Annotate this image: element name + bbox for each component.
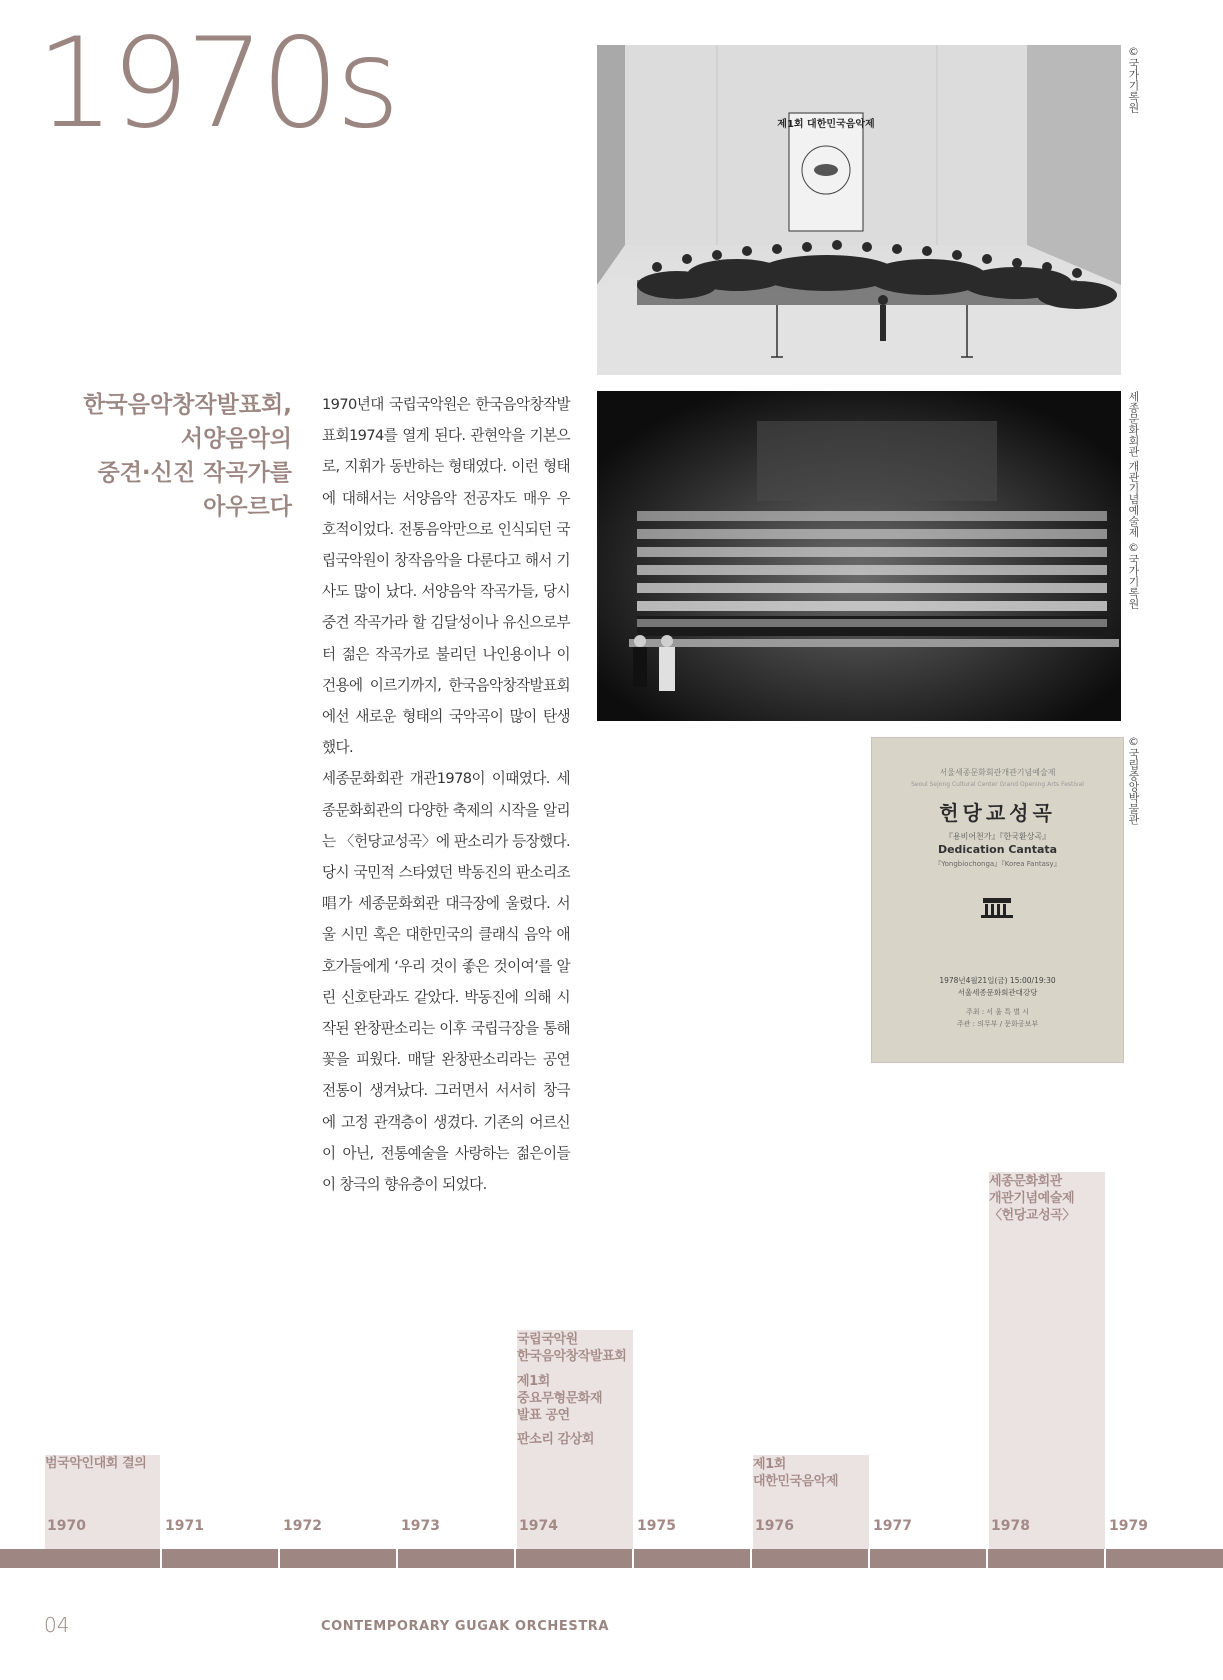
timeline-bar-segment	[870, 1549, 986, 1568]
timeline-bar-segment	[0, 1549, 160, 1568]
publication-title: CONTEMPORARY GUGAK ORCHESTRA	[321, 1619, 610, 1634]
program-date: 1978년4월21일(금) 15:00/19:30	[939, 976, 1056, 985]
headline-line: 아우르다	[203, 494, 292, 520]
program-title: 헌당교성곡	[939, 801, 1056, 825]
festival-banner-text: 제1회 대한민국음악제	[777, 119, 875, 130]
decade-title: 1970s	[36, 12, 397, 156]
headline-line: 중견·신진 작곡가를	[97, 460, 292, 486]
headline-line: 한국음악창작발표회,	[83, 392, 292, 418]
timeline-event-1970: 범국악인대회 결의	[45, 1456, 147, 1471]
program-host: 주최 : 서 울 특 별 시	[965, 1008, 1030, 1016]
building-icon	[977, 895, 1017, 919]
choir-photo-credit: 세종문화회관 개관기념예술제 ©국가기록원	[1127, 391, 1140, 609]
timeline-year: 1972	[283, 1518, 322, 1534]
timeline-year: 1975	[637, 1518, 676, 1534]
timeline-bar-segment	[752, 1549, 868, 1568]
timeline-bar-segment	[162, 1549, 278, 1568]
program-top-line-en: Seoul Sejong Cultural Center Grand Opening Arts Festival	[911, 781, 1084, 788]
program-subtitle: 『용비어천가』『한국환상곡』	[944, 832, 1051, 841]
program-sponsor: 주관 : 의무부 / 문화공보부	[956, 1020, 1039, 1028]
timeline-bar-segment	[398, 1549, 514, 1568]
timeline-year: 1976	[755, 1518, 794, 1534]
orchestra-photo	[597, 45, 1121, 375]
timeline-year: 1970	[47, 1518, 86, 1534]
timeline-bar-segment	[634, 1549, 750, 1568]
program-top-line: 서울세종문화회관개관기념예술제	[939, 768, 1056, 777]
program-venue: 서울세종문화회관대강당	[957, 988, 1038, 997]
timeline-event-1974: 판소리 감상회	[517, 1432, 595, 1447]
timeline-bar-segment	[280, 1549, 396, 1568]
article-body	[322, 389, 570, 1200]
timeline-bar-segment	[516, 1549, 632, 1568]
section-headline	[60, 388, 292, 524]
concert-program-photo	[871, 737, 1124, 1063]
timeline-year: 1978	[991, 1518, 1030, 1534]
program-title-en: Dedication Cantata	[937, 843, 1058, 856]
timeline-bar-segment	[1106, 1549, 1223, 1568]
timeline-event-1978: 세종문화회관 개관기념예술제 〈헌당교성곡〉	[989, 1174, 1075, 1223]
timeline-event-1974: 제1회 중요무형문화재 발표 공연	[517, 1374, 603, 1423]
timeline-year: 1977	[873, 1518, 912, 1534]
timeline-year: 1974	[519, 1518, 558, 1534]
timeline-event-1974: 국립국악원 한국음악창작발표회	[517, 1332, 627, 1364]
headline-line: 서양음악의	[180, 426, 292, 452]
article-paragraph: 세종문화회관 개관1978이 이때였다. 세종문화회관의 다양한 축제의 시작을 알리는 〈헌당교성곡〉에 판소리가 등장했다. 당시 국민적 스타였던 박동진의 판소리조唱가 세종문화회관 대극장에 울렸다. 서울 시민 혹은 대한민국의 클래식 음악 애호가들에게 ‘우리 것이 좋은 것이여’를 알린 신호탄과도 같았다. 박동진에 의해 시작된 완창판소리는 이후 국립극장을 통해 꽃을 피웠다. 매달 완창판소리라는 공연 전통이 생겨났다. 그러면서 서서히 창극에 고정 관객층이 생겼다. 기존의 어르신이 아닌, 전통예술을 사랑하는 젊은이들이 창극의 향유층이 되었다.	[322, 770, 570, 1194]
timeline-year: 1973	[401, 1518, 440, 1534]
program-photo-credit: ©국립중앙박물관	[1127, 735, 1140, 825]
choir-photo	[597, 391, 1121, 721]
timeline-year: 1971	[165, 1518, 204, 1534]
program-subtitle-en: 『Yongbiochonga』『Korea Fantasy』	[934, 860, 1061, 868]
timeline-event-1976: 제1회 대한민국음악제	[753, 1457, 839, 1489]
timeline-block-1978	[989, 1172, 1105, 1549]
timeline-bar-segment	[988, 1549, 1104, 1568]
timeline-year: 1979	[1109, 1518, 1148, 1534]
orchestra-photo-credit: ©국가기록원	[1127, 45, 1140, 113]
article-paragraph: 1970년대 국립국악원은 한국음악창작발표회1974를 열게 된다. 관현악을 기본으로, 지휘가 동반하는 형태였다. 이런 형태에 대해서는 서양음악 전공자도 매우 우호적이었다. 전통음악만으로 인식되던 국립국악원이 창작음악을 다룬다고 해서 기사도 많이 났다. 서양음악 작곡가들, 당시 중견 작곡가라 할 김달성이나 유신으로부터 젊은 작곡가로 불리던 나인용이나 이건용에 이르기까지, 한국음악창작발표회에선 새로운 형태의 국악곡이 많이 탄생했다.	[322, 396, 570, 757]
page-number: 04	[44, 1613, 70, 1637]
